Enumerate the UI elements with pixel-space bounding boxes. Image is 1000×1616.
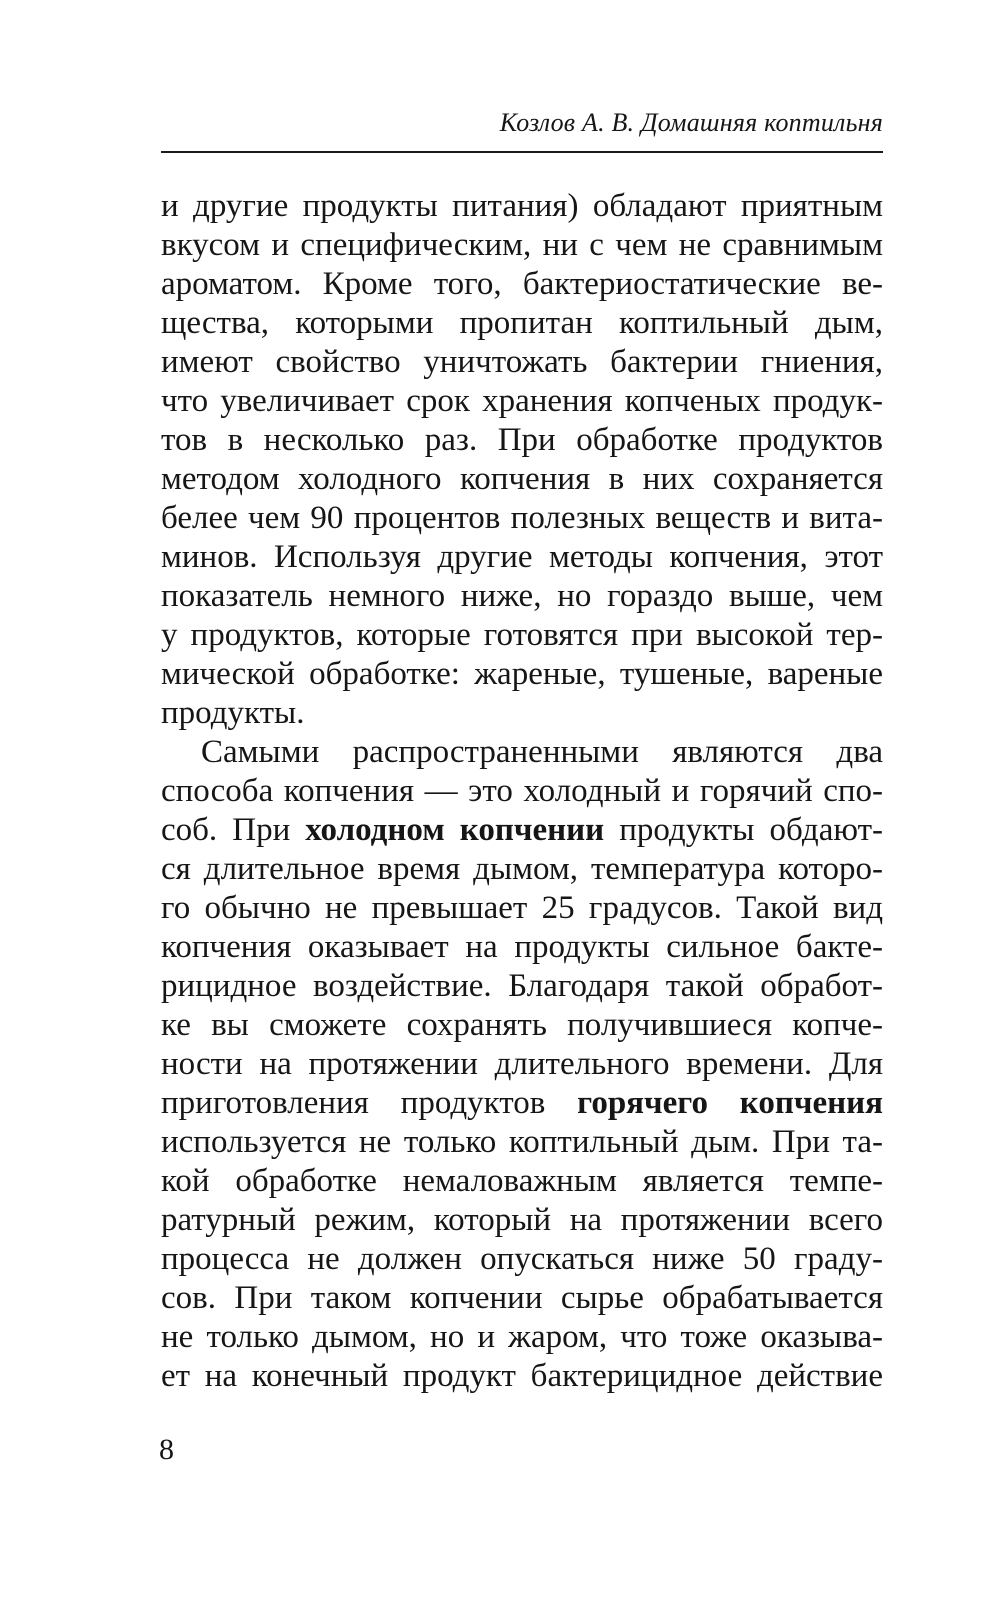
text-line: ности на протяжении длительного времени. Для — [161, 1046, 883, 1082]
text-line: копчения оказывает на продукты сильное бакте- — [161, 929, 883, 965]
text-line: методом холодного копчения в них сохраняется — [161, 461, 883, 497]
text-line: мической обработке: жареные, тушеные, вареные — [161, 656, 883, 692]
text-line: продукты. — [161, 695, 305, 731]
text-line: используется не только коптильный дым. При та- — [161, 1124, 883, 1160]
text-line: кой обработке немаловажным является темпе- — [161, 1163, 883, 1199]
text-line: ет на конечный продукт бактерицидное действие — [161, 1358, 883, 1394]
text-line: имеют свойство уничтожать бактерии гниения, — [161, 344, 883, 380]
text-line: ароматом. Кроме того, бактериостатические ве- — [161, 266, 883, 302]
text-span: приготовления продуктов — [161, 1085, 578, 1121]
text-line: у продуктов, которые готовятся при высокой тер- — [161, 617, 883, 653]
text-span: продукты обдают- — [604, 812, 883, 848]
text-line: что увеличивает срок хранения копченых продук- — [161, 383, 883, 419]
text-line: сов. При таком копчении сырье обрабатывается — [161, 1280, 883, 1316]
header-rule — [161, 151, 883, 153]
text-line: и другие продукты питания) обладают приятным — [161, 188, 883, 224]
text-line: щества, которыми пропитан коптильный дым, — [161, 305, 883, 341]
bold-term-hot-smoking: горячего копчения — [577, 1085, 883, 1121]
text-line: рицидное воздействие. Благодаря такой обработ- — [161, 968, 883, 1004]
text-line: белее чем 90 процентов полезных веществ и вита- — [161, 500, 883, 536]
bold-term-cold-smoking: холодном копчении — [305, 812, 605, 848]
text-line: вкусом и специфическим, ни с чем не сравнимым — [161, 227, 883, 263]
text-line: способа копчения — это холодный и горячий спо- — [161, 773, 883, 809]
text-line: ке вы сможете сохранять получившиеся копче- — [161, 1007, 883, 1043]
text-line: процесса не должен опускаться ниже 50 граду- — [161, 1241, 883, 1277]
text-line: го обычно не превышает 25 градусов. Такой вид — [161, 890, 883, 926]
text-line: ся длительное время дымом, температура которо- — [161, 851, 883, 887]
text-line: минов. Используя другие методы копчения, этот — [161, 539, 883, 575]
text-line: не только дымом, но и жаром, что тоже оказыва- — [161, 1319, 883, 1355]
text-line: показатель немного ниже, но гораздо выше, чем — [161, 578, 883, 614]
text-span: соб. При — [161, 812, 306, 848]
page-number: 8 — [159, 1433, 174, 1466]
paragraph-first-line: Самыми распространенными являются два — [201, 734, 883, 770]
running-head: Козлов А. В. Домашняя коптильня — [499, 108, 883, 137]
text-line: ратурный режим, который на протяжении всего — [161, 1202, 883, 1238]
text-line — [161, 1083, 883, 1123]
text-line — [161, 810, 883, 850]
text-line: тов в несколько раз. При обработке продуктов — [161, 422, 883, 458]
